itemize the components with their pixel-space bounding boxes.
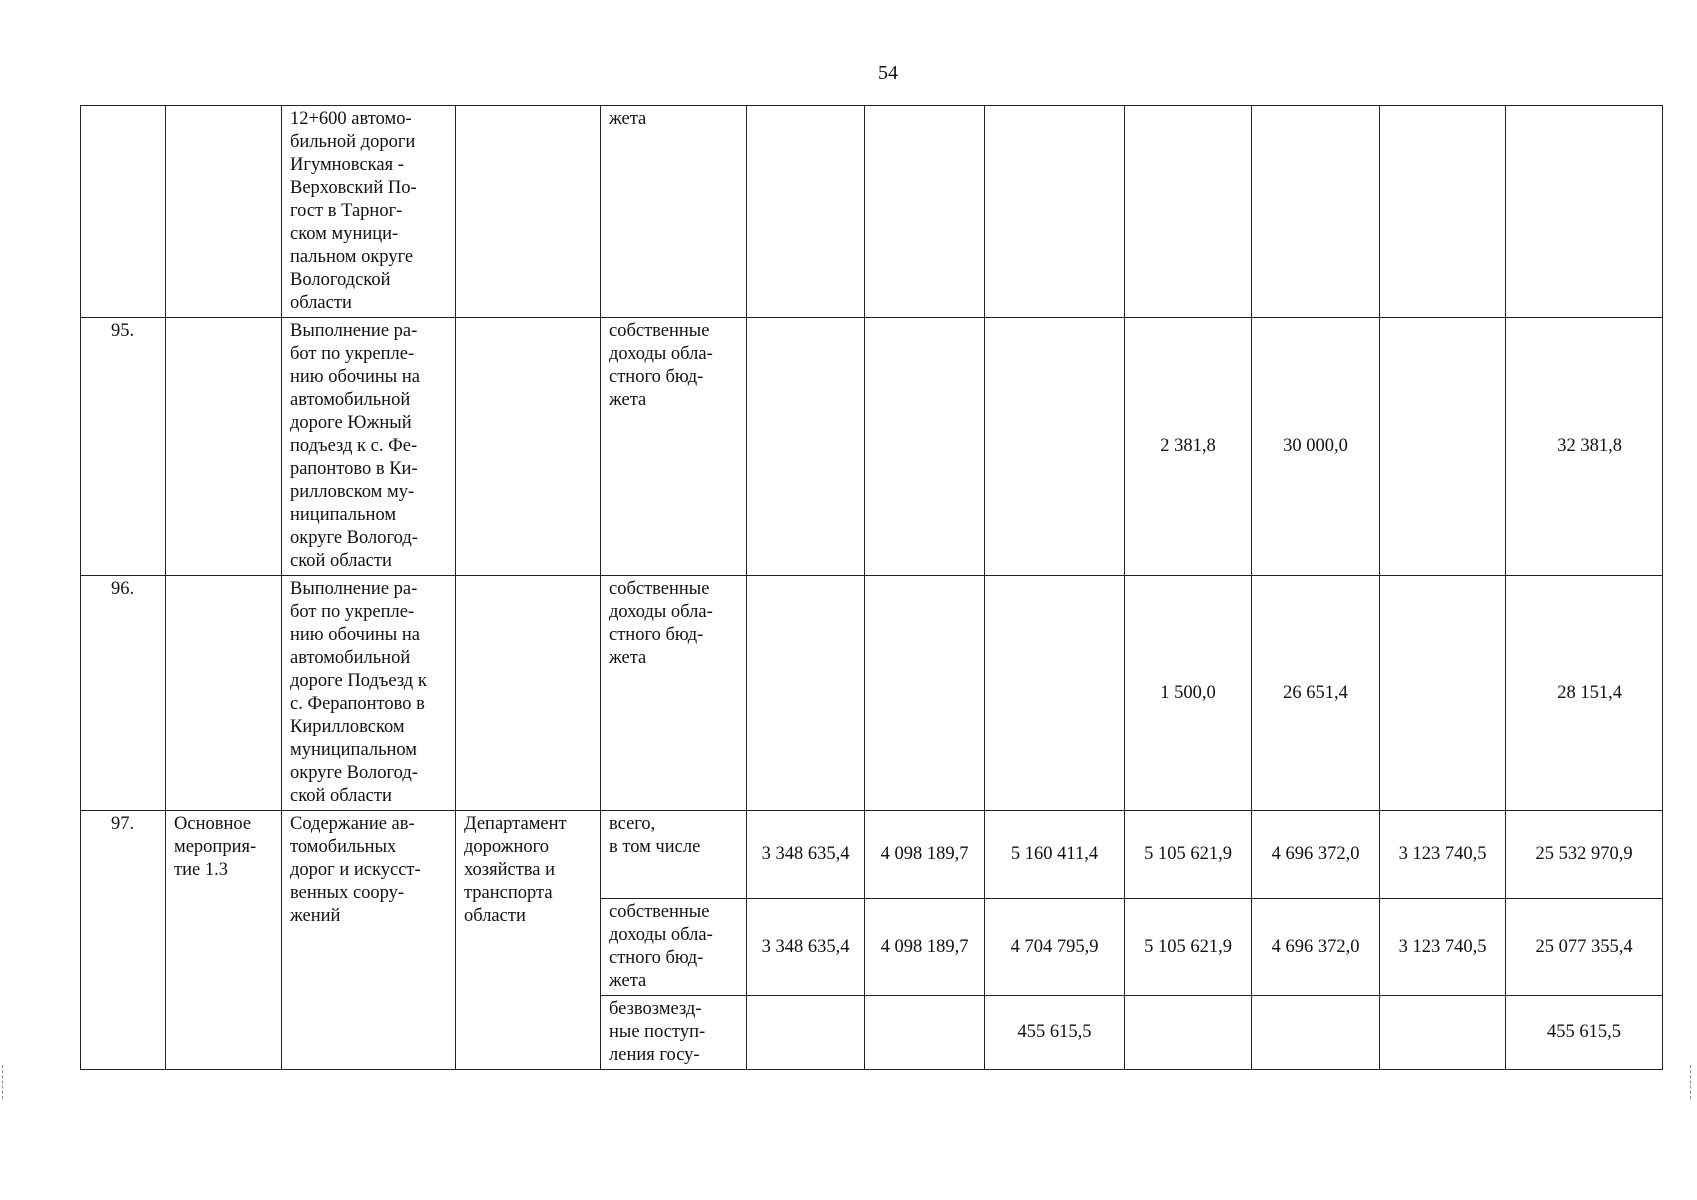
cell-measure (166, 106, 282, 318)
cell-value: 2 381,8 (1125, 318, 1252, 576)
cell-value (985, 318, 1125, 576)
cell-executor (456, 318, 601, 576)
cell-value: 4 098 189,7 (865, 899, 985, 996)
cell-funding-source: всего, в том числе (601, 811, 747, 899)
cell-value (1506, 106, 1663, 318)
cell-value: 4 704 795,9 (985, 899, 1125, 996)
cell-value (747, 576, 865, 811)
cell-value (1125, 996, 1252, 1070)
cell-value: 1 500,0 (1125, 576, 1252, 811)
cell-value (1252, 106, 1380, 318)
cell-value (747, 318, 865, 576)
cell-executor (456, 576, 601, 811)
cell-value: 4 696 372,0 (1252, 899, 1380, 996)
cell-value: 3 123 740,5 (1380, 811, 1506, 899)
cell-value: 455 615,5 (985, 996, 1125, 1070)
cell-value (1380, 576, 1506, 811)
cell-funding-source: собственные доходы обла- стного бюд- жета (601, 899, 747, 996)
cell-value: 5 105 621,9 (1125, 899, 1252, 996)
cell-funding-source: собственные доходы обла- стного бюд- жета (601, 576, 747, 811)
table-row-95 (81, 318, 1663, 576)
cell-value (985, 576, 1125, 811)
cell-value: 30 000,0 (1252, 318, 1380, 576)
cell-value: 3 348 635,4 (747, 899, 865, 996)
cell-value (747, 996, 865, 1070)
cell-funding-source: жета (601, 106, 747, 318)
cell-value: 5 160 411,4 (985, 811, 1125, 899)
program-funding-table (80, 105, 1663, 1070)
cell-value (1380, 996, 1506, 1070)
cell-total: 28 151,4 (1506, 576, 1663, 811)
cell-value (1380, 106, 1506, 318)
cell-value (865, 106, 985, 318)
cell-measure (166, 318, 282, 576)
cell-num: 97. (81, 811, 166, 1070)
cell-value: 3 348 635,4 (747, 811, 865, 899)
scan-edge-mark-left (2, 1065, 6, 1099)
cell-value: 4 696 372,0 (1252, 811, 1380, 899)
cell-activity-name: Выполнение ра- бот по укрепле- нию обочины на автомобильной дороге Южный подъезд к с. Фе- рапонтово в Ки- рилловском му- ниципальном округе Вологод- ской области (282, 318, 456, 576)
cell-num: 96. (81, 576, 166, 811)
cell-total: 25 532 970,9 (1506, 811, 1663, 899)
cell-activity-name: Содержание ав- томобильных дорог и искусст- венных соору- жений (282, 811, 456, 1070)
cell-measure: Основное мероприя- тие 1.3 (166, 811, 282, 1070)
cell-value (747, 106, 865, 318)
table-row-96 (81, 576, 1663, 811)
cell-value (1252, 996, 1380, 1070)
cell-value: 26 651,4 (1252, 576, 1380, 811)
table-row-97 (81, 811, 1663, 899)
cell-funding-source: безвозмезд- ные поступ- ления госу- (601, 996, 747, 1070)
cell-funding-source: собственные доходы обла- стного бюд- жета (601, 318, 747, 576)
cell-num (81, 106, 166, 318)
cell-executor (456, 106, 601, 318)
cell-value (865, 318, 985, 576)
cell-value: 5 105 621,9 (1125, 811, 1252, 899)
scan-edge-mark-right (1690, 1065, 1694, 1099)
cell-value (865, 996, 985, 1070)
cell-measure (166, 576, 282, 811)
cell-value (1380, 318, 1506, 576)
cell-total: 32 381,8 (1506, 318, 1663, 576)
cell-value (985, 106, 1125, 318)
cell-total: 455 615,5 (1506, 996, 1663, 1070)
cell-activity-name: 12+600 автомо- бильной дороги Игумновская - Верховский По- гост в Тарног- ском муници- пальном округе Вологодской области (282, 106, 456, 318)
cell-num: 95. (81, 318, 166, 576)
cell-value: 3 123 740,5 (1380, 899, 1506, 996)
cell-executor: Департамент дорожного хозяйства и транспорта области (456, 811, 601, 1070)
table-row-continued (81, 106, 1663, 318)
page-number: 54 (878, 62, 898, 84)
cell-activity-name: Выполнение ра- бот по укрепле- нию обочины на автомобильной дороге Подъезд к с. Ферапонтово в Кирилловском муниципальном округе Вологод- ской области (282, 576, 456, 811)
cell-value (865, 576, 985, 811)
cell-value (1125, 106, 1252, 318)
cell-value: 4 098 189,7 (865, 811, 985, 899)
cell-total: 25 077 355,4 (1506, 899, 1663, 996)
